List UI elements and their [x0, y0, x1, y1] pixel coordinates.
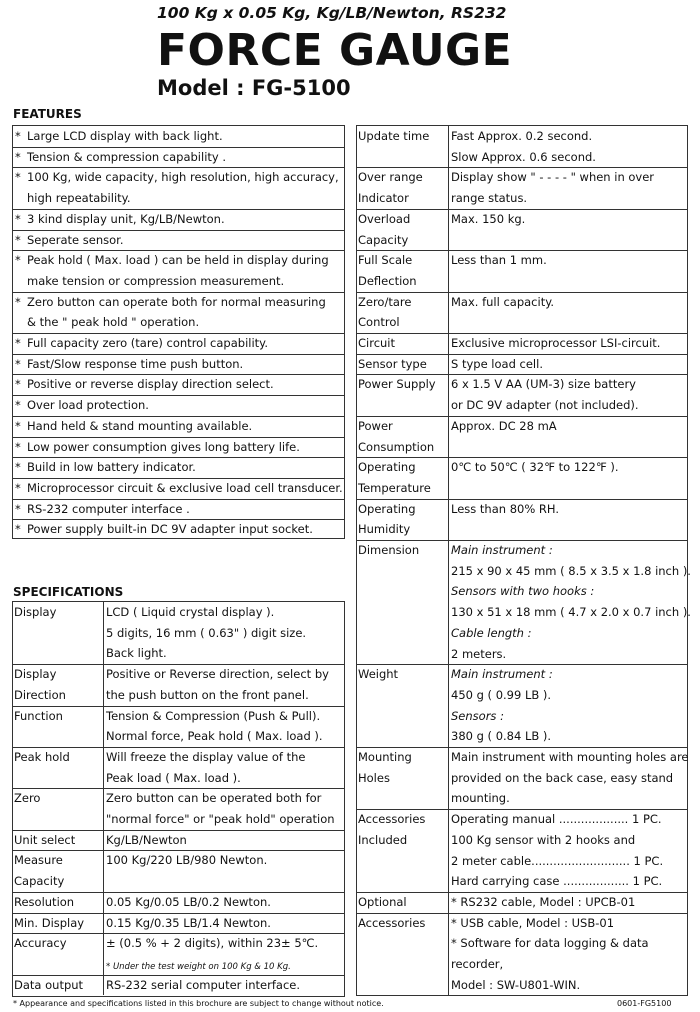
spec-value: 2 meters.: [451, 646, 507, 661]
spec-label: Display: [14, 605, 57, 619]
feature-bullet: *: [15, 253, 21, 268]
features-table: [12, 125, 345, 539]
spec-label: Weight: [358, 667, 399, 682]
spec-label: Circuit: [358, 336, 396, 350]
spec-label: Sensor type: [358, 356, 427, 371]
feature-text: Positive or reverse display direction select.: [27, 377, 274, 392]
spec-value: Main instrument :: [451, 543, 553, 557]
spec-label: Consumption: [358, 439, 435, 454]
model-number: Model : FG-5100: [157, 76, 351, 100]
spec-value: Will freeze the display value of the: [106, 749, 306, 764]
feature-text: 3 kind display unit, Kg/LB/Newton.: [27, 211, 225, 226]
feature-bullet: *: [15, 377, 21, 392]
spec-label: Accuracy: [14, 936, 67, 951]
spec-value: range status.: [451, 191, 528, 206]
feature-text: Over load protection.: [27, 398, 149, 413]
feature-text: Power supply built-in DC 9V adapter input socket.: [27, 522, 313, 537]
spec-column-divider: [448, 126, 449, 995]
feature-bullet: *: [15, 522, 21, 537]
spec-value: 380 g ( 0.84 LB ).: [451, 729, 552, 744]
spec-label: Deflection: [358, 273, 417, 288]
spec-value: recorder,: [451, 957, 504, 971]
spec-label: Capacity: [14, 874, 65, 889]
feature-text: & the " peak hold " operation.: [27, 315, 200, 330]
spec-label: Control: [358, 315, 400, 330]
spec-value: Kg/LB/Newton: [106, 832, 187, 847]
spec-value: 215 x 90 x 45 mm ( 8.5 x 3.5 x 1.8 inch ).: [451, 563, 691, 578]
spec-label: Direction: [14, 687, 66, 702]
spec-value: Slow Approx. 0.6 second.: [451, 149, 596, 164]
feature-bullet: *: [15, 480, 21, 495]
spec-value: * Software for data logging & data: [451, 936, 649, 951]
feature-text: Hand held & stand mounting available.: [27, 418, 253, 433]
spec-label: Data output: [14, 977, 84, 992]
spec-value: 0℃ to 50℃ ( 32℉ to 122℉ ).: [451, 460, 619, 475]
spec-label: Humidity: [358, 522, 411, 537]
spec-value: Model : SW-U801-WIN.: [451, 977, 581, 992]
spec-value: Positive or Reverse direction, select by: [106, 667, 329, 682]
spec-value: 0.15 Kg/0.35 LB/1.4 Newton.: [106, 915, 271, 930]
spec-value: 5 digits, 16 mm ( 0.63" ) digit size.: [106, 625, 307, 640]
spec-value: Main instrument :: [451, 667, 553, 682]
spec-value: 0.05 Kg/0.05 LB/0.2 Newton.: [106, 894, 271, 909]
feature-bullet: *: [15, 211, 21, 226]
feature-bullet: *: [15, 129, 21, 143]
spec-label: Accessories: [358, 915, 426, 930]
spec-value: Max. full capacity.: [451, 294, 555, 309]
spec-value: RS-232 serial computer interface.: [106, 977, 300, 992]
spec-label: Holes: [358, 770, 390, 785]
spec-column-divider: [103, 602, 104, 995]
spec-value: Main instrument with mounting holes are: [451, 750, 689, 764]
spec-label: Measure: [14, 853, 63, 868]
spec-value: Cable length :: [451, 625, 532, 640]
specifications-table: [12, 601, 345, 997]
feature-text: 100 Kg, wide capacity, high resolution, high accuracy,: [27, 170, 339, 185]
spec-label: Included: [358, 832, 408, 847]
spec-value: 2 meter cable........................... 1 PC.: [451, 853, 664, 868]
feature-text: Tension & compression capability .: [27, 149, 227, 164]
spec-value: Sensors with two hooks :: [451, 584, 595, 599]
spec-label: Min. Display: [14, 915, 85, 930]
spec-value: Less than 1 mm.: [451, 253, 547, 268]
spec-label: Function: [14, 708, 63, 723]
feature-text: Full capacity zero (tare) control capability.: [27, 336, 268, 350]
spec-label: Indicator: [358, 191, 409, 206]
specifications-table-continued: [356, 125, 691, 996]
spec-label: Unit select: [14, 832, 76, 847]
spec-label: Accessories: [358, 812, 426, 827]
spec-label: Zero: [14, 791, 41, 806]
spec-value: Less than 80% RH.: [451, 501, 560, 516]
spec-value: Exclusive microprocessor LSI-circuit.: [451, 336, 661, 350]
spec-value: Display show " - - - - " when in over: [451, 170, 655, 185]
spec-value: Tension & Compression (Push & Pull).: [106, 708, 321, 723]
feature-text: make tension or compression measurement.: [27, 273, 285, 288]
features-heading: FEATURES: [13, 107, 82, 121]
feature-bullet: *: [15, 336, 21, 350]
spec-label: Zero/tare: [358, 294, 412, 309]
spec-label: Operating: [358, 501, 416, 516]
spec-value: 450 g ( 0.99 LB ).: [451, 687, 552, 702]
feature-bullet: *: [15, 418, 21, 433]
spec-value: 100 Kg sensor with 2 hooks and: [451, 832, 636, 847]
document-code: 0601-FG5100: [617, 999, 672, 1008]
feature-text: Zero button can operate both for normal measuring: [27, 294, 326, 309]
spec-value: Fast Approx. 0.2 second.: [451, 129, 593, 143]
spec-value: Hard carrying case .................. 1 PC.: [451, 874, 663, 889]
spec-value: 6 x 1.5 V AA (UM-3) size battery: [451, 377, 636, 392]
spec-value: Operating manual ................... 1 PC.: [451, 812, 662, 827]
subtitle: 100 Kg x 0.05 Kg, Kg/LB/Newton, RS232: [157, 4, 507, 22]
feature-text: Fast/Slow response time push button.: [27, 356, 244, 371]
feature-text: Microprocessor circuit & exclusive load cell transducer.: [27, 480, 343, 495]
spec-label: Resolution: [14, 894, 75, 909]
spec-value: * USB cable, Model : USB-01: [451, 915, 615, 930]
spec-label: Update time: [358, 129, 430, 143]
spec-value: LCD ( Liquid crystal display ).: [106, 605, 275, 619]
spec-value: Peak load ( Max. load ).: [106, 770, 241, 785]
spec-value: "normal force" or "peak hold" operation: [106, 812, 335, 826]
spec-value: provided on the back case, easy stand: [451, 770, 674, 785]
feature-bullet: *: [15, 501, 21, 516]
page-title: FORCE GAUGE: [157, 25, 513, 76]
spec-value: 100 Kg/220 LB/980 Newton.: [106, 853, 268, 868]
spec-label: Power: [358, 418, 393, 433]
spec-value: 130 x 51 x 18 mm ( 4.7 x 2.0 x 0.7 inch ).: [451, 605, 691, 620]
spec-label: Full Scale: [358, 253, 413, 268]
spec-value: or DC 9V adapter (not included).: [451, 398, 639, 413]
feature-bullet: *: [15, 460, 21, 475]
feature-text: Large LCD display with back light.: [27, 129, 223, 143]
feature-bullet: *: [15, 398, 21, 413]
spec-label: Temperature: [358, 480, 431, 495]
spec-value: Max. 150 kg.: [451, 211, 526, 226]
specifications-heading: SPECIFICATIONS: [13, 585, 124, 599]
spec-label: Overload: [358, 211, 411, 226]
spec-label: Operating: [358, 460, 416, 475]
disclaimer-note: * Appearance and specifications listed in this brochure are subject to change without notice.: [13, 999, 384, 1008]
feature-bullet: *: [15, 232, 21, 247]
spec-label: Mounting: [358, 750, 412, 764]
spec-value: Back light.: [106, 646, 167, 661]
spec-label: Optional: [358, 894, 407, 909]
spec-label: Over range: [358, 170, 423, 185]
spec-label: Dimension: [358, 543, 420, 557]
feature-bullet: *: [15, 439, 21, 454]
feature-text: Low power consumption gives long battery life.: [27, 439, 300, 454]
feature-bullet: *: [15, 356, 21, 371]
spec-value: Zero button can be operated both for: [106, 791, 322, 806]
feature-bullet: *: [15, 149, 21, 164]
spec-value: * Under the test weight on 100 Kg & 10 Kg.: [106, 961, 291, 972]
spec-value: mounting.: [451, 791, 510, 806]
spec-value: ± (0.5 % + 2 digits), within 23± 5℃.: [106, 936, 319, 951]
spec-value: Sensors :: [451, 708, 504, 723]
feature-bullet: *: [15, 170, 21, 185]
spec-value: the push button on the front panel.: [106, 687, 309, 702]
spec-value: * RS232 cable, Model : UPCB-01: [451, 894, 636, 909]
feature-text: RS-232 computer interface .: [27, 501, 190, 516]
spec-label: Power Supply: [358, 377, 436, 392]
feature-text: high repeatability.: [27, 191, 131, 206]
spec-value: S type load cell.: [451, 356, 543, 371]
feature-text: Build in low battery indicator.: [27, 460, 196, 475]
spec-label: Display: [14, 667, 57, 682]
feature-bullet: *: [15, 294, 21, 309]
spec-value: Approx. DC 28 mA: [451, 418, 557, 433]
spec-label: Capacity: [358, 232, 409, 247]
feature-text: Seperate sensor.: [27, 232, 124, 247]
spec-label: Peak hold: [14, 749, 70, 764]
feature-text: Peak hold ( Max. load ) can be held in display during: [27, 253, 329, 268]
spec-value: Normal force, Peak hold ( Max. load ).: [106, 729, 323, 744]
